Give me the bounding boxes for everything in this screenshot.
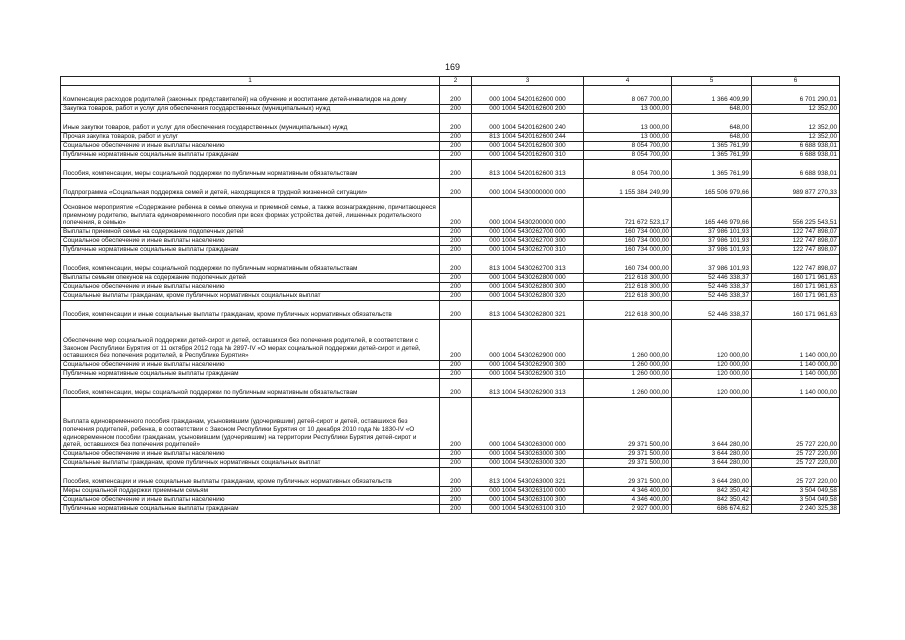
row-code-cell: 200 [440,246,472,255]
row-unexecuted-amount-cell: 2 240 325,38 [752,505,840,514]
row-name-cell: Пособия, компенсации и иные социальные выплаты гражданам, кроме публичных нормативных обязательств [61,301,440,320]
row-code-cell: 200 [440,487,472,496]
row-unexecuted-amount-cell: 1 140 000,00 [752,320,840,361]
row-approved-amount-cell: 13 000,00 [584,114,672,133]
table-row [61,246,840,255]
row-unexecuted-amount-cell: 160 171 961,63 [752,292,840,301]
header-cell: 5 [672,77,752,86]
row-unexecuted-amount-cell: 122 747 898,07 [752,237,840,246]
row-name-cell: Публичные нормативные социальные выплаты гражданам [61,151,440,160]
row-approved-amount-cell: 721 672 523,17 [584,198,672,228]
row-name-cell: Основное мероприятие «Содержание ребенка в семье опекуна и приемной семье, а также вознаграждение, причитающееся приемному родителю, выплата единовременного пособия при всех формах устройства детей, лишенных родительского попечения, в семью» [61,198,440,228]
table-row [61,496,840,505]
row-unexecuted-amount-cell: 1 140 000,00 [752,361,840,370]
row-approved-amount-cell: 29 371 500,00 [584,450,672,459]
table-row [61,160,840,179]
row-executed-amount-cell: 120 000,00 [672,370,752,379]
row-approved-amount-cell: 1 260 000,00 [584,379,672,398]
budget-table [60,76,840,514]
row-unexecuted-amount-cell: 160 171 961,63 [752,283,840,292]
row-classification-code-cell: 000 1004 5430262900 000 [472,320,584,361]
table-row [61,228,840,237]
row-approved-amount-cell: 29 371 500,00 [584,398,672,450]
row-code-cell: 200 [440,292,472,301]
row-approved-amount-cell: 4 346 400,00 [584,487,672,496]
row-classification-code-cell: 000 1004 5420162600 300 [472,142,584,151]
row-approved-amount-cell: 1 260 000,00 [584,320,672,361]
row-name-cell: Выплаты приемной семье на содержание подопечных детей [61,228,440,237]
table-row [61,237,840,246]
row-approved-amount-cell: 212 618 300,00 [584,301,672,320]
row-classification-code-cell: 000 1004 5430262700 310 [472,246,584,255]
row-code-cell: 200 [440,114,472,133]
row-code-cell: 200 [440,274,472,283]
row-executed-amount-cell: 1 366 409,99 [672,86,752,105]
row-approved-amount-cell: 8 054 700,00 [584,151,672,160]
row-executed-amount-cell: 648,00 [672,114,752,133]
row-classification-code-cell: 000 1004 5420162600 240 [472,114,584,133]
row-code-cell: 200 [440,505,472,514]
row-name-cell: Социальное обеспечение и иные выплаты населению [61,361,440,370]
row-executed-amount-cell: 37 986 101,93 [672,246,752,255]
row-approved-amount-cell: 1 155 384 249,99 [584,179,672,198]
table-row [61,361,840,370]
row-approved-amount-cell: 8 054 700,00 [584,142,672,151]
row-classification-code-cell: 000 1004 5430262900 310 [472,370,584,379]
row-unexecuted-amount-cell: 1 140 000,00 [752,379,840,398]
row-classification-code-cell: 000 1004 5430262700 300 [472,237,584,246]
row-unexecuted-amount-cell: 122 747 898,07 [752,255,840,274]
row-classification-code-cell: 813 1004 5430262700 313 [472,255,584,274]
row-executed-amount-cell: 3 644 280,00 [672,450,752,459]
row-code-cell: 200 [440,379,472,398]
row-classification-code-cell: 813 1004 5430263000 321 [472,468,584,487]
header-cell: 4 [584,77,672,86]
row-unexecuted-amount-cell: 3 504 049,58 [752,487,840,496]
row-name-cell: Обеспечение мер социальной поддержки детей-сирот и детей, оставшихся без попечения родителей, в соответствии с Законом Республики Бурятия от 11 октября 2012 года № 2897-IV «О мерах социальной поддержки детей-сирот и детей, оставшихся без попечения родителей, в Республике Бурятия» [61,320,440,361]
row-executed-amount-cell: 1 365 761,99 [672,151,752,160]
row-unexecuted-amount-cell: 6 688 938,01 [752,160,840,179]
table-row [61,505,840,514]
row-classification-code-cell: 000 1004 5430263000 320 [472,459,584,468]
row-code-cell: 200 [440,459,472,468]
row-classification-code-cell: 813 1004 5430262800 321 [472,301,584,320]
row-code-cell: 200 [440,237,472,246]
row-unexecuted-amount-cell: 25 727 220,00 [752,450,840,459]
row-unexecuted-amount-cell: 6 701 290,01 [752,86,840,105]
row-executed-amount-cell: 842 350,42 [672,496,752,505]
row-approved-amount-cell: 8 054 700,00 [584,160,672,179]
row-name-cell: Выплаты семьям опекунов на содержание подопечных детей [61,274,440,283]
table-row [61,142,840,151]
row-classification-code-cell: 000 1004 5430262800 320 [472,292,584,301]
row-name-cell: Иные закупки товаров, работ и услуг для обеспечения государственных (муниципальных) нужд [61,114,440,133]
row-name-cell: Закупка товаров, работ и услуг для обеспечения государственных (муниципальных) нужд [61,105,440,114]
row-classification-code-cell: 000 1004 5420162600 000 [472,86,584,105]
row-executed-amount-cell: 1 365 761,99 [672,142,752,151]
row-code-cell: 200 [440,255,472,274]
row-code-cell: 200 [440,320,472,361]
table-row [61,450,840,459]
table-row [61,487,840,496]
row-code-cell: 200 [440,468,472,487]
row-name-cell: Пособия, компенсации, меры социальной поддержки по публичным нормативным обязательствам [61,160,440,179]
row-code-cell: 200 [440,160,472,179]
row-code-cell: 200 [440,361,472,370]
row-unexecuted-amount-cell: 6 688 938,01 [752,151,840,160]
row-classification-code-cell: 000 1004 5430000000 000 [472,179,584,198]
row-classification-code-cell: 813 1004 5430262900 313 [472,379,584,398]
row-classification-code-cell: 000 1004 5430263100 300 [472,496,584,505]
row-unexecuted-amount-cell: 3 504 049,58 [752,496,840,505]
row-classification-code-cell: 000 1004 5430263100 310 [472,505,584,514]
row-code-cell: 200 [440,198,472,228]
table-row [61,179,840,198]
row-name-cell: Публичные нормативные социальные выплаты гражданам [61,370,440,379]
row-executed-amount-cell: 648,00 [672,133,752,142]
row-name-cell: Социальное обеспечение и иные выплаты населению [61,283,440,292]
row-executed-amount-cell: 3 644 280,00 [672,459,752,468]
row-unexecuted-amount-cell: 12 352,00 [752,105,840,114]
row-classification-code-cell: 000 1004 5430262800 300 [472,283,584,292]
row-executed-amount-cell: 120 000,00 [672,320,752,361]
row-executed-amount-cell: 1 365 761,99 [672,160,752,179]
row-approved-amount-cell: 212 618 300,00 [584,292,672,301]
row-name-cell: Социальные выплаты гражданам, кроме публичных нормативных социальных выплат [61,292,440,301]
row-classification-code-cell: 000 1004 5420162600 310 [472,151,584,160]
row-unexecuted-amount-cell: 160 171 961,63 [752,301,840,320]
row-unexecuted-amount-cell: 556 225 543,51 [752,198,840,228]
row-classification-code-cell: 813 1004 5420162600 244 [472,133,584,142]
table-row [61,459,840,468]
row-approved-amount-cell: 29 371 500,00 [584,459,672,468]
row-name-cell: Пособия, компенсации, меры социальной поддержки по публичным нормативным обязательствам [61,255,440,274]
row-classification-code-cell: 000 1004 5430262900 300 [472,361,584,370]
row-code-cell: 200 [440,283,472,292]
row-approved-amount-cell: 13 000,00 [584,133,672,142]
table-row [61,151,840,160]
row-code-cell: 200 [440,301,472,320]
table-row [61,468,840,487]
row-code-cell: 200 [440,133,472,142]
row-approved-amount-cell: 2 927 000,00 [584,505,672,514]
table-row [61,398,840,450]
row-unexecuted-amount-cell: 160 171 961,63 [752,274,840,283]
row-code-cell: 200 [440,142,472,151]
row-classification-code-cell: 000 1004 5430263100 000 [472,487,584,496]
header-cell: 6 [752,77,840,86]
row-executed-amount-cell: 3 644 280,00 [672,468,752,487]
table-row [61,255,840,274]
row-executed-amount-cell: 37 986 101,93 [672,228,752,237]
row-name-cell: Социальное обеспечение и иные выплаты населению [61,142,440,151]
row-code-cell: 200 [440,496,472,505]
row-name-cell: Социальное обеспечение и иные выплаты населению [61,496,440,505]
row-unexecuted-amount-cell: 25 727 220,00 [752,398,840,450]
row-name-cell: Пособия, компенсации, меры социальной поддержки по публичным нормативным обязательствам [61,379,440,398]
row-name-cell: Социальные выплаты гражданам, кроме публичных нормативных социальных выплат [61,459,440,468]
table-row [61,274,840,283]
row-approved-amount-cell: 160 734 000,00 [584,237,672,246]
row-approved-amount-cell: 1 260 000,00 [584,370,672,379]
row-approved-amount-cell: 29 371 500,00 [584,468,672,487]
row-executed-amount-cell: 52 446 338,37 [672,274,752,283]
table-row [61,114,840,133]
row-executed-amount-cell: 37 986 101,93 [672,237,752,246]
row-approved-amount-cell: 212 618 300,00 [584,283,672,292]
row-unexecuted-amount-cell: 12 352,00 [752,133,840,142]
row-code-cell: 200 [440,450,472,459]
row-approved-amount-cell: 160 734 000,00 [584,246,672,255]
row-approved-amount-cell: 8 067 700,00 [584,86,672,105]
row-unexecuted-amount-cell: 1 140 000,00 [752,370,840,379]
row-code-cell: 200 [440,370,472,379]
row-name-cell: Пособия, компенсации и иные социальные выплаты гражданам, кроме публичных нормативных обязательств [61,468,440,487]
header-cell: 1 [61,77,440,86]
table-row [61,198,840,228]
row-classification-code-cell: 000 1004 5430262800 000 [472,274,584,283]
row-unexecuted-amount-cell: 25 727 220,00 [752,459,840,468]
table-row [61,105,840,114]
row-name-cell: Подпрограмма «Социальная поддержка семей и детей, находящихся в трудной жизненной ситуации» [61,179,440,198]
table-row [61,379,840,398]
row-name-cell: Публичные нормативные социальные выплаты гражданам [61,505,440,514]
row-approved-amount-cell: 1 260 000,00 [584,361,672,370]
row-classification-code-cell: 813 1004 5420162600 313 [472,160,584,179]
table-row [61,301,840,320]
table-row [61,86,840,105]
row-approved-amount-cell: 160 734 000,00 [584,255,672,274]
row-code-cell: 200 [440,151,472,160]
row-executed-amount-cell: 52 446 338,37 [672,301,752,320]
row-name-cell: Публичные нормативные социальные выплаты гражданам [61,246,440,255]
row-name-cell: Компенсация расходов родителей (законных представителей) на обучение и воспитание детей-инвалидов на дому [61,86,440,105]
row-code-cell: 200 [440,398,472,450]
row-executed-amount-cell: 120 000,00 [672,361,752,370]
table-row [61,133,840,142]
row-executed-amount-cell: 165 506 979,66 [672,179,752,198]
row-executed-amount-cell: 52 446 338,37 [672,292,752,301]
row-approved-amount-cell: 160 734 000,00 [584,228,672,237]
row-classification-code-cell: 000 1004 5420162600 200 [472,105,584,114]
header-cell: 3 [472,77,584,86]
row-classification-code-cell: 000 1004 5430263000 300 [472,450,584,459]
row-executed-amount-cell: 842 350,42 [672,487,752,496]
row-executed-amount-cell: 165 446 979,66 [672,198,752,228]
table-row [61,320,840,361]
row-unexecuted-amount-cell: 25 727 220,00 [752,468,840,487]
row-code-cell: 200 [440,228,472,237]
table-row [61,370,840,379]
row-approved-amount-cell: 13 000,00 [584,105,672,114]
page-number: 169 [444,62,461,72]
row-name-cell: Меры социальной поддержки приемным семьям [61,487,440,496]
row-name-cell: Социальное обеспечение и иные выплаты населению [61,450,440,459]
row-name-cell: Выплата единовременного пособия гражданам, усыновившим (удочерившим) детей-сирот и детей, оставшихся без попечения родителей, ребенка, в соответствии с Законом Республики Бурятия от 10 декабря 2010 года № 1830-IV «О единовременном пособии гражданам, усыновившим (удочерившим) на территории Республики Бурятия детей-сирот и детей, оставшихся без попечения родителей» [61,398,440,450]
row-classification-code-cell: 000 1004 5430200000 000 [472,198,584,228]
row-executed-amount-cell: 120 000,00 [672,379,752,398]
row-unexecuted-amount-cell: 989 877 270,33 [752,179,840,198]
row-code-cell: 200 [440,105,472,114]
row-approved-amount-cell: 212 618 300,00 [584,274,672,283]
header-row [61,77,840,86]
row-name-cell: Прочая закупка товаров, работ и услуг [61,133,440,142]
row-unexecuted-amount-cell: 122 747 898,07 [752,246,840,255]
row-executed-amount-cell: 52 446 338,37 [672,283,752,292]
row-name-cell: Социальное обеспечение и иные выплаты населению [61,237,440,246]
row-code-cell: 200 [440,86,472,105]
row-code-cell: 200 [440,179,472,198]
row-executed-amount-cell: 37 986 101,93 [672,255,752,274]
row-executed-amount-cell: 648,00 [672,105,752,114]
row-executed-amount-cell: 3 644 280,00 [672,398,752,450]
row-unexecuted-amount-cell: 6 688 938,01 [752,142,840,151]
row-classification-code-cell: 000 1004 5430262700 000 [472,228,584,237]
table-row [61,283,840,292]
row-unexecuted-amount-cell: 122 747 898,07 [752,228,840,237]
table-row [61,292,840,301]
header-cell: 2 [440,77,472,86]
row-classification-code-cell: 000 1004 5430263000 000 [472,398,584,450]
row-executed-amount-cell: 686 674,62 [672,505,752,514]
row-approved-amount-cell: 4 346 400,00 [584,496,672,505]
row-unexecuted-amount-cell: 12 352,00 [752,114,840,133]
